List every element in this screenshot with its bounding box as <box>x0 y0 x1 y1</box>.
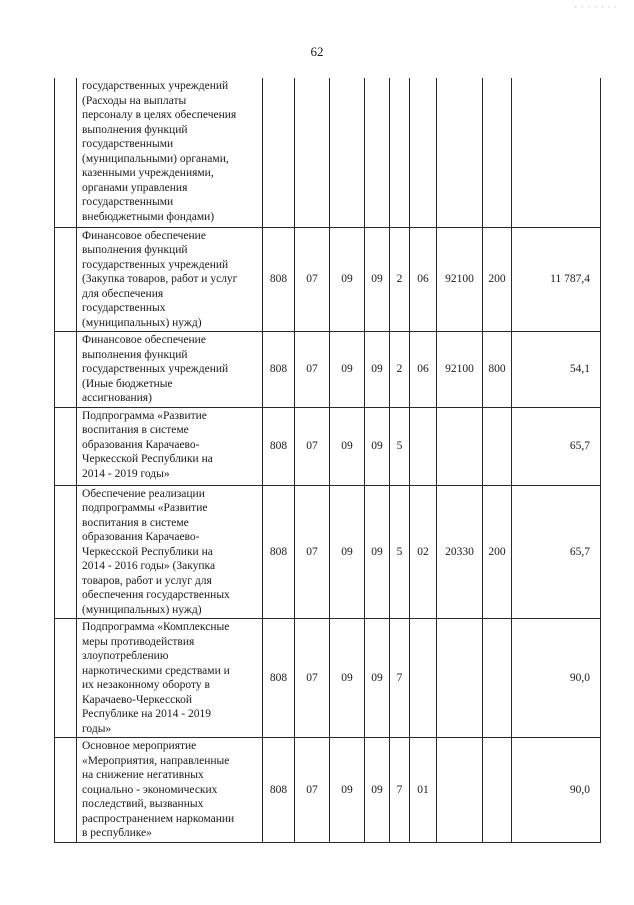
expense-type-cell <box>483 78 512 227</box>
section-code-cell: 07 <box>295 407 330 485</box>
row-name-cell: Подпрограмма «Развитие воспитания в системе образования Карачаево- Черкесской Республики на 2014 - 2019 годы» <box>77 407 263 485</box>
subsection-code-cell: 09 <box>330 738 365 843</box>
subprogram-code-cell: 7 <box>390 619 410 738</box>
table-row <box>55 227 601 332</box>
direction-code-cell <box>410 619 437 738</box>
blank-cell <box>55 78 77 227</box>
row-name-cell: Подпрограмма «Комплексные меры противодействия злоупотреблению наркотическими средствами и их незаконному обороту в Карачаево-Черкесской Республике на 2014 - 2019 годы» <box>77 619 263 738</box>
program-code-cell: 09 <box>365 485 390 619</box>
ministry-code-cell: 808 <box>263 485 295 619</box>
expense-type-cell <box>483 738 512 843</box>
program-code-cell: 09 <box>365 332 390 408</box>
direction-code-cell: 01 <box>410 738 437 843</box>
program-code-cell: 09 <box>365 227 390 332</box>
amount-cell: 54,1 <box>512 332 601 408</box>
section-code-cell <box>295 78 330 227</box>
subprogram-code-cell: 7 <box>390 738 410 843</box>
subsection-code-cell: 09 <box>330 332 365 408</box>
blank-cell <box>55 485 77 619</box>
row-name-cell: Финансовое обеспечение выполнения функций государственных учреждений (Иные бюджетные ассигнования) <box>77 332 263 408</box>
blank-cell <box>55 227 77 332</box>
target-code-cell: 92100 <box>437 227 483 332</box>
ministry-code-cell: 808 <box>263 619 295 738</box>
expense-type-cell: 200 <box>483 227 512 332</box>
table-row <box>55 407 601 485</box>
ministry-code-cell <box>263 78 295 227</box>
program-code-cell: 09 <box>365 407 390 485</box>
subprogram-code-cell: 5 <box>390 407 410 485</box>
subsection-code-cell: 09 <box>330 407 365 485</box>
subprogram-code-cell <box>390 78 410 227</box>
row-name-cell: Основное мероприятие «Мероприятия, направленные на снижение негативных социально - экономических последствий, вызванных распространением наркомании в республике» <box>77 738 263 843</box>
subsection-code-cell <box>330 78 365 227</box>
expense-type-cell: 800 <box>483 332 512 408</box>
target-code-cell <box>437 738 483 843</box>
subsection-code-cell: 09 <box>330 619 365 738</box>
program-code-cell: 09 <box>365 738 390 843</box>
row-name-cell: Финансовое обеспечение выполнения функций государственных учреждений (Закупка товаров, работ и услуг для обеспечения государственных (муниципальных) нужд) <box>77 227 263 332</box>
table-row <box>55 619 601 738</box>
blank-cell <box>55 332 77 408</box>
target-code-cell <box>437 78 483 227</box>
scan-corner-mark: · · · · · · · <box>574 3 618 12</box>
amount-cell: 11 787,4 <box>512 227 601 332</box>
amount-cell: 90,0 <box>512 738 601 843</box>
direction-code-cell: 02 <box>410 485 437 619</box>
row-name-cell: Обеспечение реализации подпрограммы «Развитие воспитания в системе образования Карачаево- Черкесской Республики на 2014 - 2016 годы» (Закупка товаров, работ и услуг для обеспечения государственных (муниципальных) нужд) <box>77 485 263 619</box>
section-code-cell: 07 <box>295 738 330 843</box>
amount-cell: 65,7 <box>512 407 601 485</box>
budget-table <box>54 78 601 843</box>
program-code-cell: 09 <box>365 619 390 738</box>
table-row <box>55 738 601 843</box>
direction-code-cell: 06 <box>410 332 437 408</box>
section-code-cell: 07 <box>295 485 330 619</box>
subsection-code-cell: 09 <box>330 227 365 332</box>
direction-code-cell: 06 <box>410 227 437 332</box>
target-code-cell: 92100 <box>437 332 483 408</box>
section-code-cell: 07 <box>295 227 330 332</box>
expense-type-cell: 200 <box>483 485 512 619</box>
ministry-code-cell: 808 <box>263 407 295 485</box>
direction-code-cell <box>410 407 437 485</box>
subprogram-code-cell: 2 <box>390 227 410 332</box>
expense-type-cell <box>483 619 512 738</box>
target-code-cell <box>437 407 483 485</box>
amount-cell <box>512 78 601 227</box>
section-code-cell: 07 <box>295 332 330 408</box>
ministry-code-cell: 808 <box>263 738 295 843</box>
section-code-cell: 07 <box>295 619 330 738</box>
table-row <box>55 332 601 408</box>
page-number: 62 <box>310 44 324 59</box>
table-row <box>55 78 601 227</box>
subsection-code-cell: 09 <box>330 485 365 619</box>
ministry-code-cell: 808 <box>263 227 295 332</box>
blank-cell <box>55 407 77 485</box>
amount-cell: 90,0 <box>512 619 601 738</box>
blank-cell <box>55 619 77 738</box>
subprogram-code-cell: 2 <box>390 332 410 408</box>
target-code-cell <box>437 619 483 738</box>
target-code-cell: 20330 <box>437 485 483 619</box>
row-name-cell: государственных учреждений (Расходы на выплаты персоналу в целях обеспечения выполнения функций государственными (муниципальными) органами, казенными учреждениями, органами управления государственными внебюджетными фондами) <box>77 78 263 227</box>
amount-cell: 65,7 <box>512 485 601 619</box>
table-row <box>55 485 601 619</box>
subprogram-code-cell: 5 <box>390 485 410 619</box>
expense-type-cell <box>483 407 512 485</box>
program-code-cell <box>365 78 390 227</box>
blank-cell <box>55 738 77 843</box>
ministry-code-cell: 808 <box>263 332 295 408</box>
direction-code-cell <box>410 78 437 227</box>
